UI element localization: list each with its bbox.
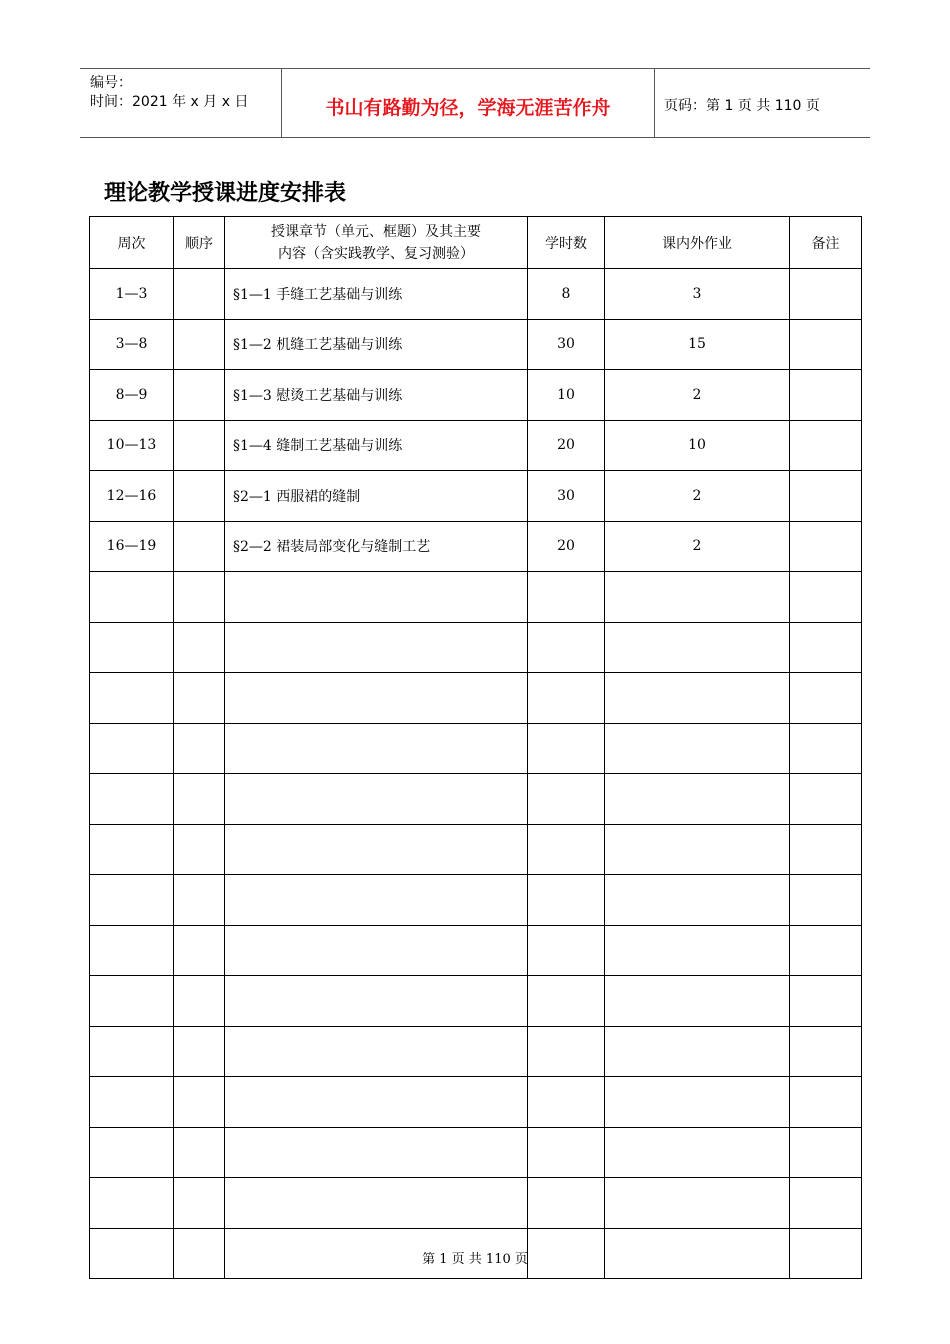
cell-content bbox=[225, 1127, 528, 1178]
cell-homework bbox=[605, 875, 790, 926]
cell-week bbox=[90, 572, 174, 623]
cell-content: §1—3 慰烫工艺基础与训练 bbox=[225, 370, 528, 421]
cell-week: 16—19 bbox=[90, 521, 174, 572]
cell-content: §1—4 缝制工艺基础与训练 bbox=[225, 420, 528, 471]
cell-content bbox=[225, 1077, 528, 1128]
cell-homework: 10 bbox=[605, 420, 790, 471]
page-title: 理论教学授课进度安排表 bbox=[104, 180, 347, 206]
cell-order bbox=[174, 673, 225, 724]
cell-notes bbox=[790, 521, 862, 572]
cell-content bbox=[225, 622, 528, 673]
table-row bbox=[90, 471, 862, 522]
cell-content bbox=[225, 1178, 528, 1229]
cell-order bbox=[174, 875, 225, 926]
cell-hours: 8 bbox=[528, 269, 605, 320]
page-footer: 第 1 页 共 110 页 bbox=[422, 1252, 528, 1267]
cell-hours: 30 bbox=[528, 471, 605, 522]
cell-content bbox=[225, 572, 528, 623]
cell-order bbox=[174, 370, 225, 421]
cell-hours: 20 bbox=[528, 420, 605, 471]
table-row bbox=[90, 319, 862, 370]
cell-week: 1—3 bbox=[90, 269, 174, 320]
table-row bbox=[90, 269, 862, 320]
cell-order bbox=[174, 925, 225, 976]
header-order: 顺序 bbox=[174, 217, 225, 269]
cell-hours bbox=[528, 925, 605, 976]
cell-week bbox=[90, 1127, 174, 1178]
table-row bbox=[90, 521, 862, 572]
cell-week bbox=[90, 1077, 174, 1128]
cell-content bbox=[225, 774, 528, 825]
cell-notes bbox=[790, 269, 862, 320]
cell-order bbox=[174, 471, 225, 522]
cell-notes bbox=[790, 1178, 862, 1229]
document-header bbox=[80, 68, 870, 138]
cell-hours: 10 bbox=[528, 370, 605, 421]
cell-hours: 20 bbox=[528, 521, 605, 572]
cell-homework: 2 bbox=[605, 471, 790, 522]
cell-hours bbox=[528, 774, 605, 825]
cell-week bbox=[90, 925, 174, 976]
cell-notes bbox=[790, 673, 862, 724]
cell-hours bbox=[528, 976, 605, 1027]
cell-homework: 15 bbox=[605, 319, 790, 370]
header-meta-cell bbox=[80, 69, 281, 137]
cell-order bbox=[174, 1178, 225, 1229]
cell-homework bbox=[605, 1077, 790, 1128]
table-row bbox=[90, 723, 862, 774]
cell-week: 10—13 bbox=[90, 420, 174, 471]
cell-notes bbox=[790, 1077, 862, 1128]
cell-order bbox=[174, 976, 225, 1027]
cell-order bbox=[174, 774, 225, 825]
cell-notes bbox=[790, 420, 862, 471]
cell-content: §2—1 西服裙的缝制 bbox=[225, 471, 528, 522]
cell-notes bbox=[790, 319, 862, 370]
cell-order bbox=[174, 319, 225, 370]
cell-homework: 3 bbox=[605, 269, 790, 320]
cell-homework bbox=[605, 673, 790, 724]
cell-homework bbox=[605, 622, 790, 673]
header-content bbox=[225, 217, 528, 269]
cell-content bbox=[225, 824, 528, 875]
cell-homework bbox=[605, 824, 790, 875]
table-body bbox=[90, 269, 862, 1279]
cell-hours bbox=[528, 1026, 605, 1077]
header-content-line1: 授课章节（单元、框题）及其主要 bbox=[271, 223, 481, 240]
cell-homework bbox=[605, 1178, 790, 1229]
cell-hours bbox=[528, 1178, 605, 1229]
cell-notes bbox=[790, 572, 862, 623]
cell-content bbox=[225, 673, 528, 724]
cell-week bbox=[90, 1026, 174, 1077]
cell-week: 12—16 bbox=[90, 471, 174, 522]
table-row bbox=[90, 875, 862, 926]
cell-homework: 2 bbox=[605, 521, 790, 572]
cell-notes bbox=[790, 875, 862, 926]
cell-notes bbox=[790, 824, 862, 875]
header-notes: 备注 bbox=[790, 217, 862, 269]
cell-content bbox=[225, 723, 528, 774]
table-row bbox=[90, 1077, 862, 1128]
table-row bbox=[90, 925, 862, 976]
table-row bbox=[90, 824, 862, 875]
motto: 书山有路勤为径，学海无涯苦作舟 bbox=[325, 97, 611, 119]
table-row bbox=[90, 370, 862, 421]
cell-notes bbox=[790, 976, 862, 1027]
cell-order bbox=[174, 1077, 225, 1128]
cell-notes bbox=[790, 471, 862, 522]
header-homework: 课内外作业 bbox=[605, 217, 790, 269]
cell-hours: 30 bbox=[528, 319, 605, 370]
table-row bbox=[90, 1178, 862, 1229]
cell-hours bbox=[528, 622, 605, 673]
cell-notes bbox=[790, 774, 862, 825]
cell-notes bbox=[790, 1026, 862, 1077]
table-row bbox=[90, 976, 862, 1027]
cell-week bbox=[90, 1178, 174, 1229]
cell-notes bbox=[790, 925, 862, 976]
cell-week bbox=[90, 774, 174, 825]
cell-week: 8—9 bbox=[90, 370, 174, 421]
cell-week bbox=[90, 875, 174, 926]
cell-homework bbox=[605, 723, 790, 774]
header-content-line2: 内容（含实践教学、复习测验） bbox=[278, 245, 474, 262]
cell-homework bbox=[605, 572, 790, 623]
cell-hours bbox=[528, 1077, 605, 1128]
table-row bbox=[90, 1026, 862, 1077]
cell-homework bbox=[605, 1127, 790, 1178]
cell-order bbox=[174, 1127, 225, 1178]
table-row bbox=[90, 774, 862, 825]
table-row bbox=[90, 572, 862, 623]
cell-order bbox=[174, 622, 225, 673]
cell-notes bbox=[790, 370, 862, 421]
cell-week bbox=[90, 622, 174, 673]
cell-order bbox=[174, 269, 225, 320]
cell-content bbox=[225, 976, 528, 1027]
time-label: 时间：2021 年 x 月 x 日 bbox=[90, 94, 249, 110]
header-week: 周次 bbox=[90, 217, 174, 269]
cell-week: 3—8 bbox=[90, 319, 174, 370]
cell-order bbox=[174, 420, 225, 471]
cell-homework bbox=[605, 976, 790, 1027]
table-row bbox=[90, 673, 862, 724]
page-info: 页码：第 1 页 共 110 页 bbox=[664, 98, 820, 114]
cell-order bbox=[174, 521, 225, 572]
cell-content: §1—2 机缝工艺基础与训练 bbox=[225, 319, 528, 370]
cell-hours bbox=[528, 673, 605, 724]
cell-content bbox=[225, 1026, 528, 1077]
table-row bbox=[90, 622, 862, 673]
cell-week bbox=[90, 824, 174, 875]
cell-order bbox=[174, 1026, 225, 1077]
header-hours: 学时数 bbox=[528, 217, 605, 269]
cell-homework bbox=[605, 774, 790, 825]
cell-week bbox=[90, 976, 174, 1027]
cell-week bbox=[90, 673, 174, 724]
cell-notes bbox=[790, 723, 862, 774]
table-row bbox=[90, 1127, 862, 1178]
cell-hours bbox=[528, 824, 605, 875]
cell-hours bbox=[528, 875, 605, 926]
cell-week bbox=[90, 723, 174, 774]
schedule-table bbox=[89, 216, 862, 1279]
number-label: 编号： bbox=[90, 75, 132, 91]
cell-content bbox=[225, 925, 528, 976]
header-page-cell bbox=[654, 69, 870, 137]
cell-order bbox=[174, 572, 225, 623]
cell-hours bbox=[528, 1127, 605, 1178]
cell-content: §2—2 裙装局部变化与缝制工艺 bbox=[225, 521, 528, 572]
cell-homework: 2 bbox=[605, 370, 790, 421]
cell-hours bbox=[528, 572, 605, 623]
table-row bbox=[90, 420, 862, 471]
cell-homework bbox=[605, 925, 790, 976]
cell-hours bbox=[528, 723, 605, 774]
cell-notes bbox=[790, 1127, 862, 1178]
header-motto-cell bbox=[281, 69, 655, 137]
cell-content bbox=[225, 875, 528, 926]
table-header-row bbox=[90, 217, 862, 269]
cell-order bbox=[174, 723, 225, 774]
cell-notes bbox=[790, 622, 862, 673]
cell-homework bbox=[605, 1026, 790, 1077]
cell-order bbox=[174, 824, 225, 875]
cell-content: §1—1 手缝工艺基础与训练 bbox=[225, 269, 528, 320]
